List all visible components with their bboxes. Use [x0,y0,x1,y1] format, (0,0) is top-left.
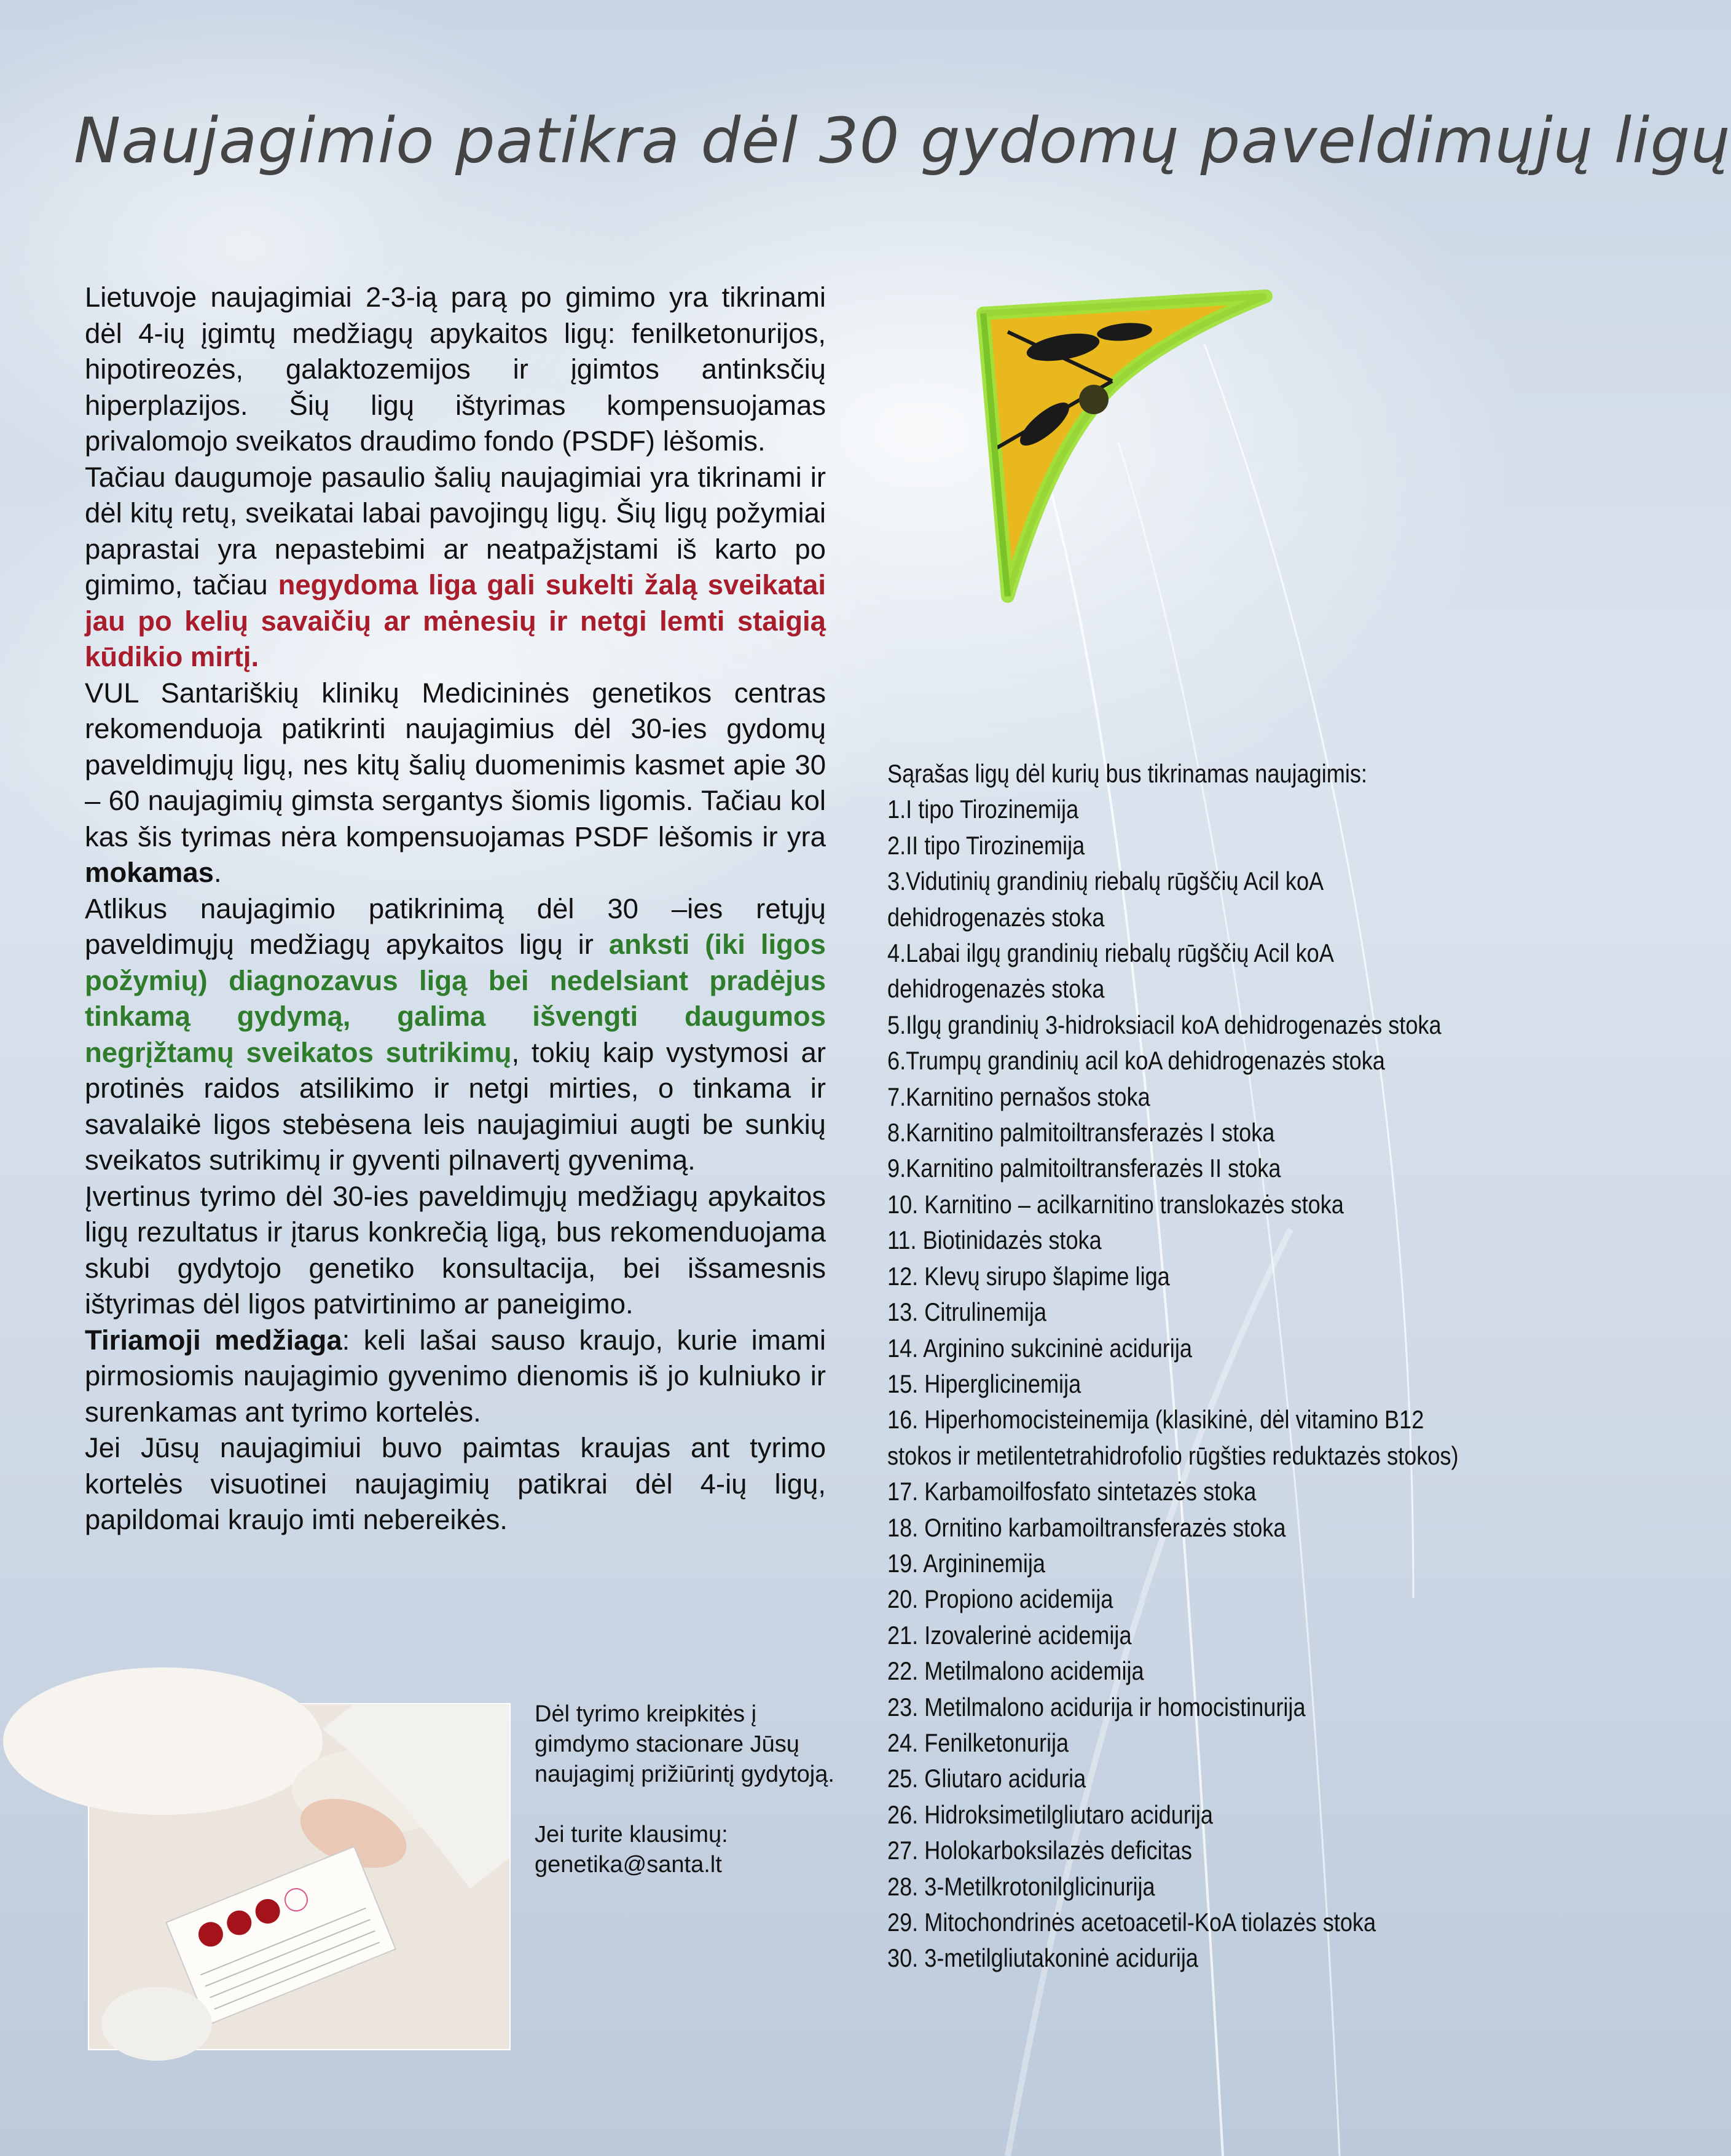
list-item: 27. Holokarboksilazės deficitas [887,1836,1192,1865]
disease-list [887,756,1459,1977]
list-item: 18. Ornitino karbamoiltransferazės stoka [887,1513,1286,1542]
paragraph-no-extra-blood: Jei Jūsų naujagimiui buvo paimtas kraujas ant tyrimo kortelės visuotinei naujagimių patikrai dėl 4-ių ligų, papildomai kraujo imti nebereikės. [85,1432,826,1535]
list-item: 12. Klevų sirupo šlapime liga [887,1261,1170,1291]
list-item: 2.II tipo Tirozinemija [887,830,1085,860]
list-item: 1.I tipo Tirozinemija [887,795,1079,824]
list-item: 24. Fenilketonurija [887,1728,1069,1757]
list-item: 5.Ilgų grandinių 3-hidroksiacil koA dehidrogenazės stoka [887,1010,1442,1039]
disease-items [887,792,1459,1976]
list-item: 14. Arginino sukcininė acidurija [887,1333,1192,1363]
paragraph-benefits: Atlikus naujagimio patikrinimą dėl 30 –ies retųjų paveldimųjų medžiagų apykaitos ligų ir anksti (iki ligos požymių) diagnozavus ligą bei nedelsiant pradėjus tinkamą gydymą, galima išvengti daugumos negrįžtamų sveikatos sutrikimų, tokių kaip vystymosi ar protinės raidos atsilikimo ir netgi mirties, o tinkama ir savalaikė ligos stebėsena leis naujagimiui augti be sunkių sveikatos sutrikimų ir gyventi pilnavertį gyvenimą. [85,892,826,1176]
paid-highlight: mokamas [85,857,214,888]
blood-card-illustration [89,1704,509,2049]
list-item: 11. Biotinidazės stoka [887,1226,1102,1255]
list-item: 21. Izovalerinė acidemija [887,1620,1132,1650]
list-item: 8.Karnitino palmitoiltransferazės I stoka [887,1118,1275,1147]
contact-email-link[interactable]: genetika@santa.lt [535,1852,722,1878]
heel-prick-photo [88,1703,511,2050]
main-text [85,280,826,1538]
paragraph-screening-info: Lietuvoje naujagimiai 2-3-ią parą po gimimo yra tikrinami dėl 4-ių įgimtų medžiagų apykaitos ligų: fenilketonurijos, hipotireozės, galaktozemijos ir įgimtos antinksčių hiperplazijos. Šių ligų ištyrimas kompensuojamas privalomojo sveikatos draudimo fondo (PSDF) lėšomis. [85,281,826,457]
list-item: 20. Propiono acidemija [887,1584,1113,1614]
contact-instructions: Dėl tyrimo kreipkitės į gimdymo stacionare Jūsų naujagimį prižiūrintį gydytoją. [535,1701,834,1787]
sample-label: Tiriamoji medžiaga [85,1324,342,1356]
list-item: 29. Mitochondrinės acetoacetil-KoA tiolazės stoka [887,1908,1376,1937]
list-item: 26. Hidroksimetilgliutaro acidurija [887,1800,1213,1829]
list-item: 7.Karnitino pernašos stoka [887,1082,1150,1111]
list-item: 3.Vidutinių grandinių riebalų rūgščių Acil koA dehidrogenazės stoka [887,867,1323,932]
contact-info [535,1699,842,1880]
list-item: 4.Labai ilgų grandinių riebalų rūgščių Acil koA dehidrogenazės stoka [887,938,1333,1004]
list-item: 9.Karnitino palmitoiltransferazės II stoka [887,1154,1281,1183]
list-item: 19. Argininemija [887,1548,1046,1578]
paragraph-results: Įvertinus tyrimo dėl 30-ies paveldimųjų medžiagų apykaitos ligų rezultatus ir įtarus konkrečią ligą, bus rekomenduojama skubi gydytojo genetiko konsultacija, bei išsamesnis ištyrimas dėl ligos patvirtinimo ar paneigimo. [85,1180,826,1320]
warning-highlight: negydoma liga gali sukelti žalą sveikatai jau po kelių savaičių ar mėnesių ir netgi lemti staigią kūdikio mirtį. [85,569,826,672]
disease-list-heading: Sąrašas ligų dėl kurių bus tikrinamas naujagimis: [887,759,1367,788]
list-item: 17. Karbamoilfosfato sintetazės stoka [887,1477,1257,1506]
list-item: 15. Hiperglicinemija [887,1369,1081,1398]
list-item: 13. Citrulinemija [887,1297,1046,1327]
list-item: 28. 3-Metilkrotonilglicinurija [887,1871,1155,1901]
list-item: 16. Hiperhomocisteinemija (klasikinė, dėl vitamino B12 stokos ir metilentetrahidrofolio rūgšties reduktazės stokos) [887,1405,1459,1470]
page-title: Naujagimio patikra dėl 30 gydomų paveldimųjų ligų [74,104,1731,178]
list-item: 23. Metilmalono acidurija ir homocistinurija [887,1692,1306,1721]
paragraph-sample-material: Tiriamoji medžiaga: keli lašai sauso kraujo, kurie imami pirmosiomis naujagimio gyvenimo dienomis iš jo kulniuko ir surenkamas ant tyrimo kortelės. [85,1324,826,1428]
kite-image [971,289,1278,608]
list-item: 22. Metilmalono acidemija [887,1656,1144,1686]
list-item: 6.Trumpų grandinių acil koA dehidrogenazės stoka [887,1046,1385,1076]
list-item: 25. Gliutaro aciduria [887,1764,1086,1793]
paragraph-rare-diseases: Tačiau daugumoje pasaulio šalių naujagimiai yra tikrinami ir dėl kitų retų, sveikatai labai pavojingų ligų. Šių ligų požymiai paprastai yra nepastebimi ar neatpažįstami iš karto po gimimo, tačiau negydoma liga gali sukelti žalą sveikatai jau po kelių savaičių ar mėnesių ir netgi lemti staigią kūdikio mirtį. [85,461,826,672]
questions-label: Jei turite klausimų: [535,1822,728,1847]
benefit-highlight: anksti (iki ligos požymių) diagnozavus ligą bei nedelsiant pradėjus tinkamą gydymą, galima išvengti daugumos negrįžtamų sveikatos sutrikimų [85,929,826,1068]
list-item: 10. Karnitino – acilkarnitino translokazės stoka [887,1189,1344,1219]
paragraph-recommendation: VUL Santariškių klinikų Medicininės genetikos centras rekomenduoja patikrinti naujagimius dėl 30-ies gydomų paveldimųjų ligų, nes kitų šalių duomenimis kasmet apie 30 – 60 naujagimių gimsta sergantys šiomis ligomis. Tačiau kol kas šis tyrimas nėra kompensuojamas PSDF lėšomis ir yra mokamas. [85,677,826,888]
list-item: 30. 3-metilgliutakoninė acidurija [887,1943,1198,1973]
